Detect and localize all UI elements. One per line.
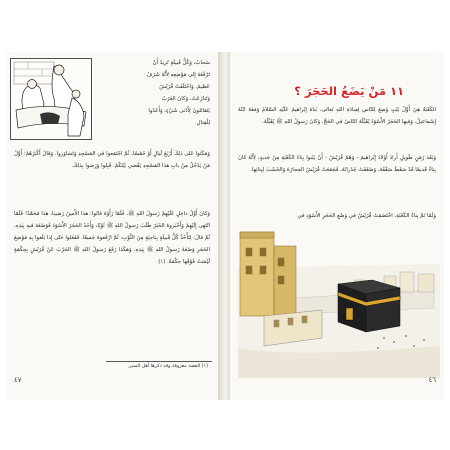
story-paragraph: وَلَمّا تَمَّ بِناءُ الكَعْبَةِ، اخْتَصَمَتْ قُرَيْشٌ في وَضْعِ الحَجَرِ الأَسْوَدِ في	[297, 213, 436, 219]
open-book	[6, 52, 444, 400]
story-paragraph: الكَعْبَةُ هِيَ أَوَّلُ بَيْتٍ وُضِعَ لِلنّاسِ لِعِبادَةِ اللهِ تَعالى، بَناهُ إِبْراهيمُ عَلَيْهِ السَّلامُ وَمَعَهُ ابْنُهُ إِسْماعيلُ، وَفيها الحَجَرُ الأَسْوَدُ يُقَبِّلُهُ النّاسُ في الحَجِّ، وَكانَ رَسولُ اللهِ ﷺ يُقَبِّلُهُ.	[238, 107, 436, 125]
page-number: ٤٧	[14, 376, 22, 384]
footnote-rule	[106, 361, 212, 362]
men-carrying-stone-illustration	[10, 58, 92, 140]
left-page	[6, 52, 220, 400]
footnote: (١) القصة معروفة وقد ذكرها أهل السير.	[127, 364, 208, 369]
right-page	[230, 52, 444, 400]
story-paragraph: وَبَعْدَ زَمَنٍ طَويلٍ أَرادَ أَوْلادُ إِبْراهيمَ - وَهُمْ قُرَيْشٌ - أَنْ يَبْنوا بِناءَ الكَعْبَةِ مِنْ جَديدٍ، لِأَنَّهُ كانَ بِناءً قَديمًا قَدْ سَقَطَ سَقْفُهُ، وَضَعُفَتْ جُدْرانُهُ، فَجَمَعَتْ قُرَيْشٌ الحِجارَةَ وَالخَشَبَ لِبِنائِها.	[238, 155, 436, 173]
intro-line: سَحابٌ، وَكُلُّ قَبيلَةٍ تُريدُ أَنْ	[152, 60, 210, 66]
kaaba-city-illustration	[234, 228, 440, 378]
page-number: ٤٦	[428, 376, 436, 384]
story-paragraph: وَكانَ أَوَّلُ داخِلٍ عَلَيْهِمْ رَسولَ اللهِ ﷺ، فَلَمّا رَأَوْهُ قالوا: هذا الأَمينُ رَضينا، هذا مُحَمَّدٌ! فَلَمّا انْتَهى إِلَيْهِمْ وَأَخْبَروهُ الخَبَرَ طَلَبَ رَسولُ اللهِ ﷺ ثَوْبًا، وَأَخَذَ الحَجَرَ الأَسْوَدَ فَوَضَعَهُ فيهِ بِيَدِهِ، ثُمَّ قالَ: لِتَأْخُذْ كُلُّ قَبيلَةٍ بِناحِيَةٍ مِنَ الثَّوْبِ، ثُمَّ ارْفَعوهُ جَميعًا. فَفَعَلوا حَتّى إِذا بَلَغوا بِهِ مَوْضِعَ الحَجَرِ وَضَعَهُ رَسولُ اللهِ ﷺ بِيَدِهِ، وَهكَذا رَفَعَ رَسولُ اللهِ ﷺ الحَرْبَ عَنْ قُرَيْشٍ بِحِكْمَةٍ لَيْسَتْ فَوْقَها حِكْمَةٌ. (١)	[14, 211, 210, 265]
intro-line: يَتَقاتَلونَ لِأَدْنى شَيْءٍ، وَأَعَدّوا	[148, 108, 210, 114]
intro-line: لِلْقِتالِ.	[194, 120, 210, 126]
intro-line: عَظيمٌ. وَاخْتَلَفَتْ قُرَيْشٌ	[159, 84, 210, 90]
story-paragraph: وَمَكَثوا عَلى ذلِكَ أَرْبَعَ لَيالٍ أَوْ خَمْسًا، ثُمَّ اجْتَمَعوا في المَسْجِدِ وَتَشاوَروا. وَقالَ أَكْبَرُهُمْ: أَوَّلُ مَنْ يَدْخُلُ مِنْ بابِ هذا المَسْجِدِ يَقْضي بَيْنَكُمْ. قَبِلوا وَرَضوا بِذلِكَ.	[14, 151, 210, 169]
intro-line: تَرْفَعَهُ إِلى مَوْضِعِهِ لِأَنَّهُ شَرَفٌ	[146, 72, 210, 78]
chapter-title: ١١ مَنْ يَضَعُ الحَجَرَ ؟	[294, 84, 404, 98]
intro-line: وَتَنازَعَتْ، وَكانَ العَرَبُ	[161, 96, 210, 102]
